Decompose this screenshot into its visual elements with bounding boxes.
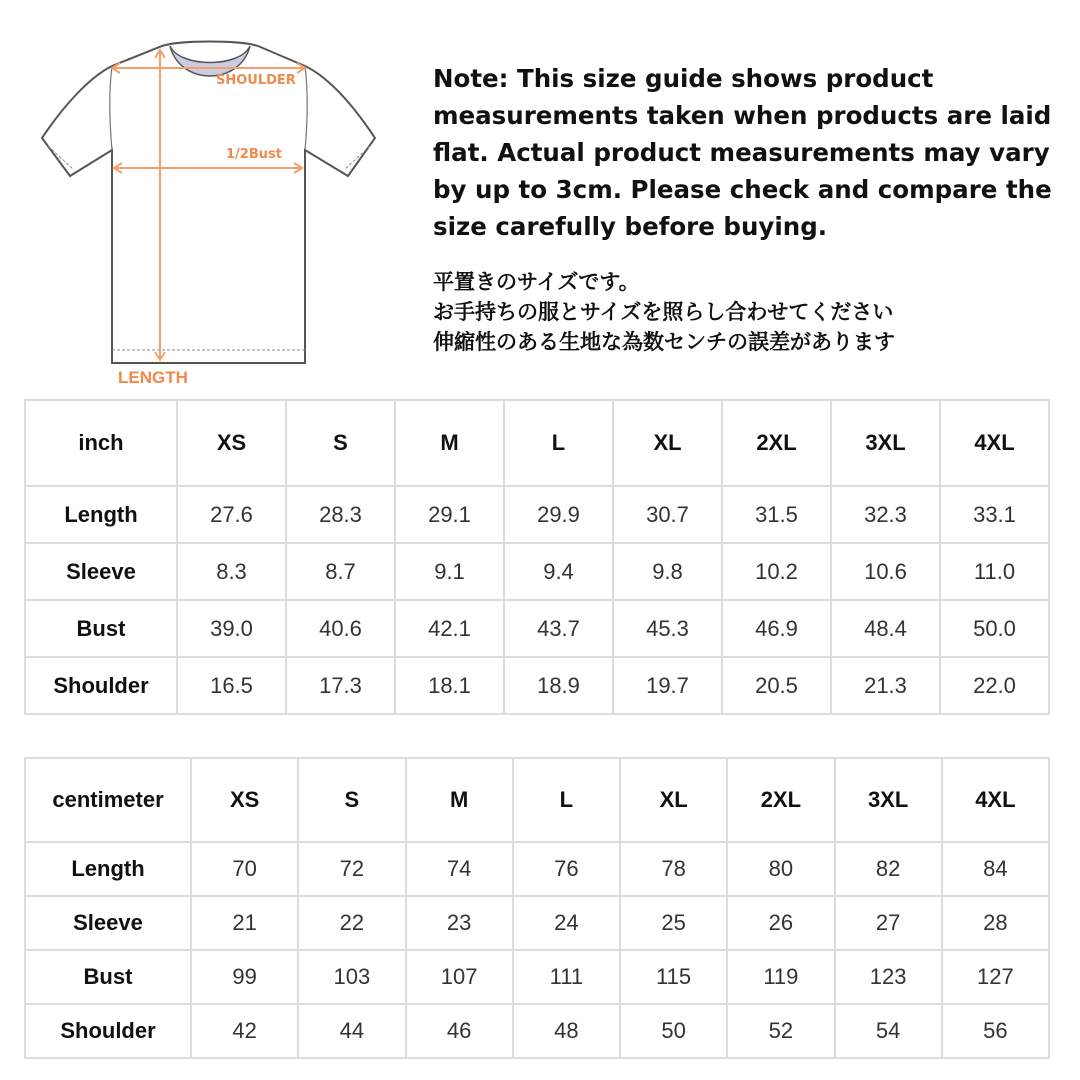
note-japanese-line: お手持ちの服とサイズを照らし合わせてください [433,300,894,324]
unit-header: centimeter [25,758,191,842]
size-header: S [298,758,405,842]
size-header: M [395,400,504,486]
table-header-row [25,400,1049,486]
table-cell: 17.3 [286,657,395,714]
row-label: Shoulder [25,657,177,714]
table-cell: 39.0 [177,600,286,657]
table-cell: 29.1 [395,486,504,543]
size-header: 2XL [727,758,834,842]
tshirt-icon [30,38,390,388]
table-cell: 11.0 [940,543,1049,600]
table-row [25,842,1049,896]
table-cell: 123 [835,950,942,1004]
row-label: Length [25,486,177,543]
size-header: M [406,758,513,842]
table-cell: 20.5 [722,657,831,714]
row-label: Bust [25,950,191,1004]
length-label: LENGTH [118,368,188,387]
table-cell: 32.3 [831,486,940,543]
table-cell: 19.7 [613,657,722,714]
table-cell: 119 [727,950,834,1004]
table-cell: 56 [942,1004,1049,1058]
table-cell: 30.7 [613,486,722,543]
table-cell: 50 [620,1004,727,1058]
table-cell: 21 [191,896,298,950]
table-cell: 42 [191,1004,298,1058]
table-row [25,543,1049,600]
half-bust-label: 1/2Bust [226,147,282,162]
table-cell: 42.1 [395,600,504,657]
table-cell: 22 [298,896,405,950]
table-cell: 54 [835,1004,942,1058]
table-cell: 9.1 [395,543,504,600]
table-cell: 48.4 [831,600,940,657]
note-english: Note: This size guide shows product measurements taken when products are laid flat. Actual product measurements may vary by up to 3cm. Please check and compare the size carefully before buying. [433,64,1052,241]
size-table-centimeter [24,757,1050,1059]
row-label: Sleeve [25,543,177,600]
note-japanese [433,267,1053,357]
table-cell: 9.8 [613,543,722,600]
table-cell: 76 [513,842,620,896]
size-header: XL [620,758,727,842]
table-cell: 40.6 [286,600,395,657]
table-cell: 33.1 [940,486,1049,543]
table-cell: 28 [942,896,1049,950]
row-label: Bust [25,600,177,657]
tshirt-outline [42,42,375,364]
table-cell: 84 [942,842,1049,896]
table-cell: 25 [620,896,727,950]
table-cell: 107 [406,950,513,1004]
note-japanese-line: 伸縮性のある生地な為数センチの誤差があります [433,330,895,354]
table-cell: 8.7 [286,543,395,600]
table-row [25,896,1049,950]
size-header: L [513,758,620,842]
size-header: S [286,400,395,486]
shoulder-label: SHOULDER [216,73,296,88]
size-header: 4XL [942,758,1049,842]
table-cell: 21.3 [831,657,940,714]
table-cell: 18.1 [395,657,504,714]
table-cell: 31.5 [722,486,831,543]
table-row [25,657,1049,714]
table-cell: 27.6 [177,486,286,543]
table-cell: 80 [727,842,834,896]
table-cell: 24 [513,896,620,950]
row-label: Shoulder [25,1004,191,1058]
size-table-inch [24,399,1050,715]
table-cell: 127 [942,950,1049,1004]
table-cell: 45.3 [613,600,722,657]
table-cell: 46.9 [722,600,831,657]
table-cell: 29.9 [504,486,613,543]
unit-header: inch [25,400,177,486]
table-row [25,486,1049,543]
table-cell: 9.4 [504,543,613,600]
table-row [25,1004,1049,1058]
table-header-row [25,758,1049,842]
size-header: XS [177,400,286,486]
table-cell: 111 [513,950,620,1004]
table-cell: 10.2 [722,543,831,600]
tshirt-diagram [30,38,390,388]
size-note [433,60,1053,357]
table-cell: 27 [835,896,942,950]
size-header: 2XL [722,400,831,486]
row-label: Length [25,842,191,896]
table-cell: 72 [298,842,405,896]
table-cell: 115 [620,950,727,1004]
table-cell: 99 [191,950,298,1004]
table-cell: 82 [835,842,942,896]
table-cell: 46 [406,1004,513,1058]
table-cell: 43.7 [504,600,613,657]
size-header: L [504,400,613,486]
table-cell: 10.6 [831,543,940,600]
table-cell: 74 [406,842,513,896]
table-cell: 28.3 [286,486,395,543]
table-cell: 44 [298,1004,405,1058]
note-japanese-line: 平置きのサイズです。 [433,270,640,294]
row-label: Sleeve [25,896,191,950]
size-header: 3XL [835,758,942,842]
table-row [25,600,1049,657]
table-cell: 22.0 [940,657,1049,714]
size-header: XL [613,400,722,486]
table-cell: 103 [298,950,405,1004]
table-cell: 23 [406,896,513,950]
table-row [25,950,1049,1004]
table-cell: 70 [191,842,298,896]
size-header: XS [191,758,298,842]
size-header: 4XL [940,400,1049,486]
table-cell: 26 [727,896,834,950]
table-cell: 78 [620,842,727,896]
table-cell: 16.5 [177,657,286,714]
table-cell: 52 [727,1004,834,1058]
table-cell: 48 [513,1004,620,1058]
table-cell: 50.0 [940,600,1049,657]
size-header: 3XL [831,400,940,486]
table-cell: 8.3 [177,543,286,600]
table-cell: 18.9 [504,657,613,714]
